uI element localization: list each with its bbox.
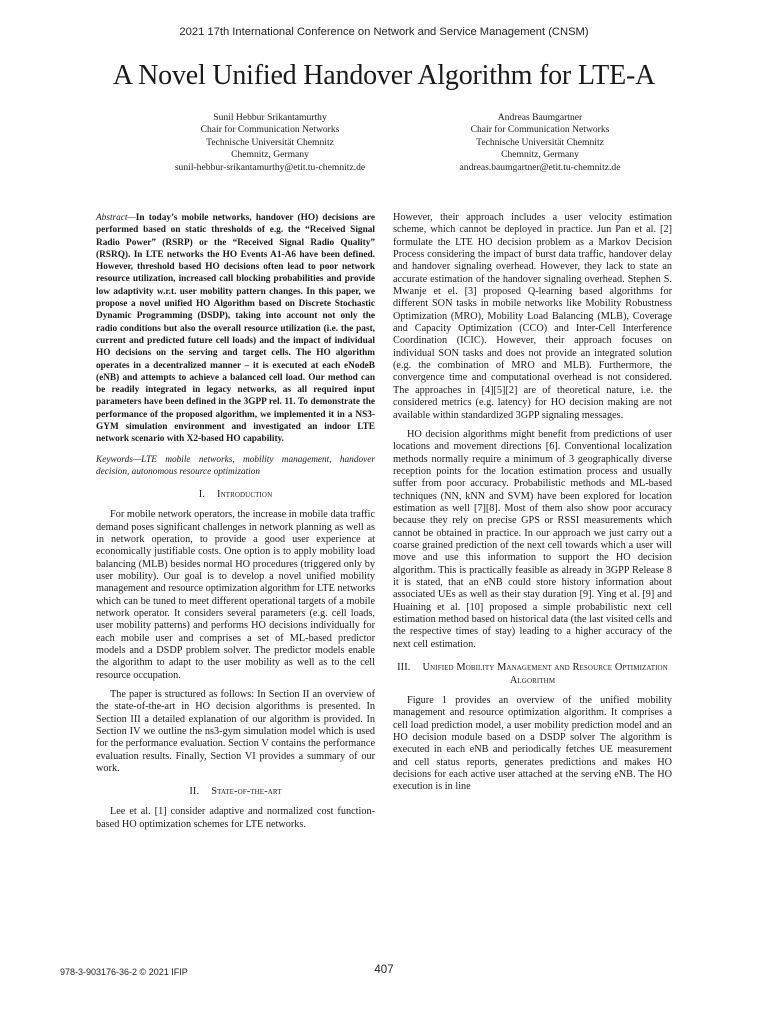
left-column [96, 212, 375, 831]
author-block-1 [120, 112, 420, 174]
abstract-text: In today’s mobile networks, handover (HO) decisions are performed based on static thresholds of e.g. the “Received Signal Radio Power” (RSRP) or the “Received Signal Radio Quality” (RSRQ). In LTE networks the HO Events A1-A6 have been defined. However, threshold based HO decisions often lead to poor network resource utilization, increased call blocking probabilities and provide low adaptivity w.r.t. user mobility pattern changes. In this paper, we propose a novel unified HO Algorithm based on Discrete Stochastic Dynamic Programming (DSDP), taking into account not only the radio conditions but also the overall resource utilization (i.e. the past, current and predicted future cell loads) and the impact of individual HO decisions on the serving and target cells. The HO algorithm operates in a decentralized manner – it is executed at each eNodeB (eNB) and attempts to achieve a balanced cell load. Our method can be readily integrated in legacy networks, as all required input parameters have been defined in the 3GPP rel. 11. To demonstrate the performance of the proposed algorithm, we implemented it in a NS3-GYM simulation environment and investigated an indoor LTE network scenario with X2-based HO capability. [96, 213, 375, 445]
author-location: Chemnitz, Germany [231, 149, 309, 161]
section-title: Unified Mobility Management and Resource Optimization Algorithm [422, 662, 668, 687]
keywords: Keywords—LTE mobile networks, mobility management, handover decision, autonomous resource optimization [96, 454, 375, 477]
section-heading-unified-algorithm [393, 661, 672, 687]
section-title: Introduction [217, 489, 273, 501]
author-block-2 [390, 112, 690, 174]
paragraph: Lee et al. [1] consider adaptive and normalized cost function-based HO optimization schemes for LTE networks. [96, 806, 375, 830]
author-location: Chemnitz, Germany [501, 149, 579, 161]
page-number: 407 [374, 964, 394, 976]
author-university: Technische Universität Chemnitz [476, 136, 604, 148]
author-name: Andreas Baumgartner [497, 112, 583, 123]
section-number: III. [397, 662, 411, 674]
section-heading-introduction [96, 488, 375, 501]
section-number: I. [198, 489, 206, 501]
author-dept: Chair for Communication Networks [470, 124, 610, 136]
paragraph: HO decision algorithms might benefit from predictions of user locations and movement directions [6]. Conventional localization methods normally require a minimum of 3 geographically diverse reception points for the location estimation process and usually suffer from poor accuracy. Probabilistic methods and ML-based techniques (NN, kNN and SVM) have been explored for location estimation as well [7][8]. Most of them also show poor accuracy because they rely on precise GPS or RSSI measurements which cannot be obtained in practice. In our approach we just carry out a coarse grained prediction of the next cell towards which a user will move and use this information to support the HO decision algorithm. This is practically feasible as already in 3GPP Release 8 it is stated, that an eNB could store history information about associated UEs as well as their stay duration [9]. Ying et al. [9] and Huaining et al. [10] proposed a simple probabilistic next cell estimation method based on historical data (the last visited cells and the respective times of stay) leading to a higher accuracy of the next cell estimation. [393, 428, 672, 650]
footer-isbn: 978-3-903176-36-2 © 2021 IFIP [60, 967, 188, 977]
paragraph: Figure 1 provides an overview of the unified mobility management and resource optimization algorithm. It comprises a cell load prediction model, a user mobility prediction model and an HO decision module based on a DSDP solver The algorithm is executed in each eNB and periodically fetches UE measurement and cell status reports, generates predictions and makes HO decisions for each active user attached at the serving eNB. The HO execution is in line [393, 695, 672, 793]
right-column [393, 212, 672, 794]
abstract [96, 212, 375, 446]
abstract-lead: Abstract— [96, 213, 136, 223]
paragraph: The paper is structured as follows: In Section II an overview of the state-of-the-art in HO decision algorithms is presented. In Section III a detailed explanation of our algorithm is provided. In Section IV we outline the ns3-gym simulation model which is used for the performance evaluation. Section V contains the performance evaluation results. Finally, Section VI provides a summary of our work. [96, 689, 375, 775]
author-email[interactable]: andreas.baumgartner@etit.tu-chemnitz.de [459, 161, 621, 173]
paragraph: However, their approach includes a user velocity estimation scheme, which cannot be deployed in practice. Jun Pan et al. [2] formulate the LTE HO decision problem as a Markov Decision Process considering the impact of burst data traffic, handover delay and handover signaling overhead. However, they lack to state an accurate estimation of the handover signaling overhead. Stephen S. Mwanje et el. [3] proposed Q-learning based algorithms for different SON tasks in mobile networks like Mobility Robustness Optimization (MRO), Mobility Load Balancing (MLB), Coverage and Capacity Optimization (CCO) and Inter-Cell Interference Coordination (ICIC). However, their approach focuses on individual SON tasks and does not provide an integrated solution (e.g. the combination of MRO and MLB). Furthermore, the convergence time and computational overhead is not considered. The approaches in [4][5][2] are of theoretical nature, i.e. the considered metrics (e.g. latency) for HO decision making are not available within standardized 3GPP signaling messages. [393, 212, 672, 421]
author-email[interactable]: sunil-hebbur-srikantamurthy@etit.tu-chemnitz.de [174, 161, 366, 173]
author-dept: Chair for Communication Networks [200, 124, 340, 136]
section-heading-state-of-the-art [96, 785, 375, 798]
author-university: Technische Universität Chemnitz [206, 136, 334, 148]
conference-header: 2021 17th International Conference on Network and Service Management (CNSM) [179, 26, 589, 38]
paper-title: A Novel Unified Handover Algorithm for LTE-A [112, 60, 656, 91]
author-name: Sunil Hebbur Srikantamurthy [213, 112, 327, 123]
section-number: II. [189, 786, 200, 798]
paragraph: For mobile network operators, the increase in mobile data traffic demand poses significant challenges in network planning as well as in network operation, to provide a good user experience at economically justifiable costs. One option is to apply mobility load balancing (MLB) besides normal HO procedures (triggered only by user mobility). Our goal is to develop a novel unified mobility management and resource optimization algorithm for LTE networks which can be tuned to meet different operational targets of a mobile network operator. It considers several parameters (e.g. cell loads, user mobility patterns) and performs HO decisions individually for each mobile user and comprises a set of ML-based predictor models and a DSDP problem solver. The predictor models enable the algorithm to adapt to the user mobility as well as to the cell resource occupation. [96, 509, 375, 681]
section-title: State-of-the-art [211, 786, 282, 798]
